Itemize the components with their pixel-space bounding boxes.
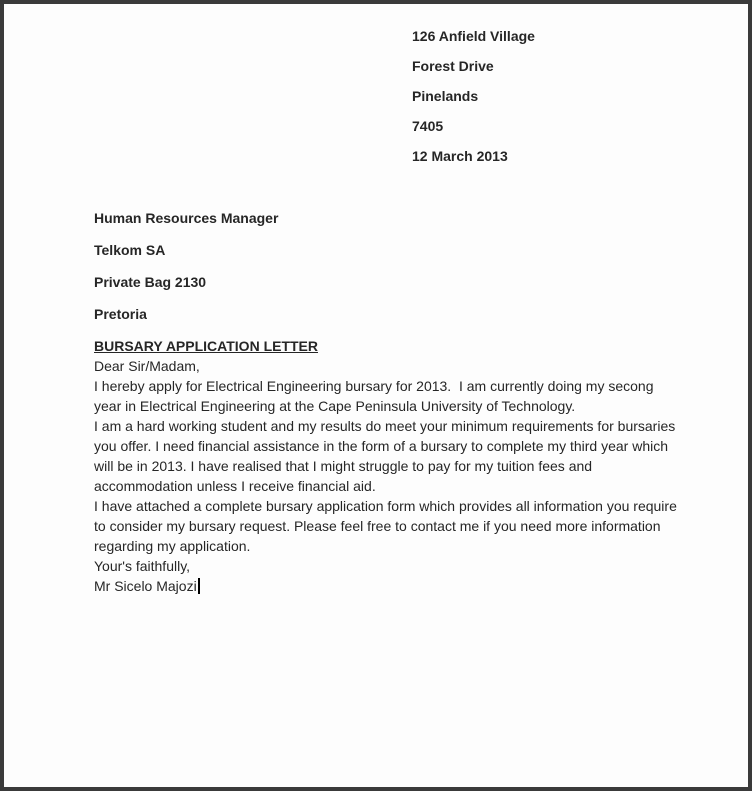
signature-line (94, 576, 684, 596)
salutation: Dear Sir/Madam, (94, 358, 200, 374)
recipient-address-line: Pretoria (94, 306, 147, 322)
signature-name: Mr Sicelo Majozi (94, 578, 197, 594)
sender-address-line: 7405 (412, 118, 444, 134)
subject-line: BURSARY APPLICATION LETTER (94, 338, 319, 354)
body-paragraph: I hereby apply for Electrical Engineering bursary for 2013. I am currently doing my secong year in Electrical Engineering at the Cape Peninsula University of Technology. (94, 378, 658, 414)
closing-valediction: Your's faithfully, (94, 558, 191, 574)
sender-address-line: Forest Drive (412, 58, 494, 74)
body-paragraph: I have attached a complete bursary application form which provides all information you require to consider my bursary request. Please feel free to contact me if you need more information regarding my application. (94, 498, 681, 554)
sender-address-block (412, 26, 684, 166)
text-cursor (198, 578, 200, 594)
recipient-address-line: Telkom SA (94, 242, 166, 258)
sender-address-line: Pinelands (412, 88, 479, 104)
recipient-address-line: Human Resources Manager (94, 210, 279, 226)
body-paragraph: I am a hard working student and my results do meet your minimum requirements for bursaries you offer. I need financial assistance in the form of a bursary to complete my third year which will be in 2013. I have realised that I might struggle to pay for my tuition fees and accommodation unless I receive financial aid. (94, 418, 680, 494)
recipient-address-line: Private Bag 2130 (94, 274, 207, 290)
letter-date: 12 March 2013 (412, 148, 508, 164)
sender-address-line: 126 Anfield Village (412, 28, 535, 44)
recipient-address-block (94, 208, 684, 324)
